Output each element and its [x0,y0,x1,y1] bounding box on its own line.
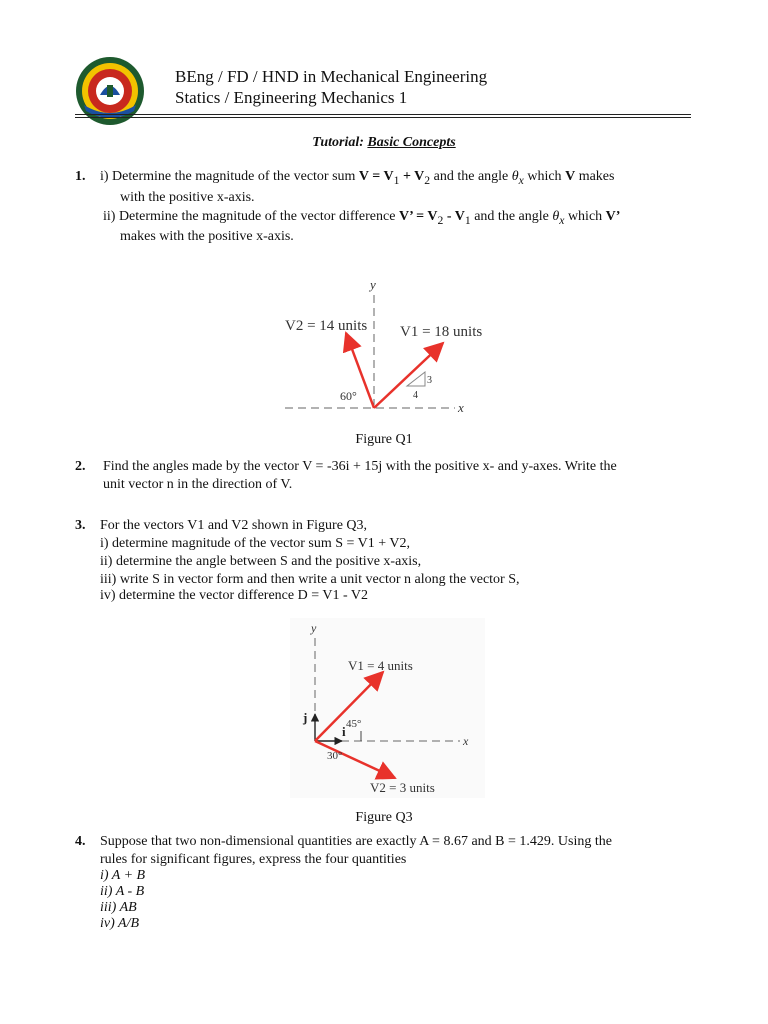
tutorial-title: Tutorial: Basic Concepts [312,135,456,150]
q1-v1-label: V1 = 18 units [400,324,483,340]
q2-number: 2. [75,459,86,474]
q3-number: 3. [75,518,86,533]
q4-line-2: rules for significant figures, express the four quantities [100,852,407,867]
q3-part-iv: iv) determine the vector difference D = V1 - V2 [100,588,368,603]
q3-y-label: y [311,621,317,635]
q3-part-iii: iii) write S in vector form and then write a unit vector n along the vector S, [100,572,520,587]
q1-number: 1. [75,169,86,184]
q1-vector-v1 [374,343,443,408]
header-rule-top [75,114,691,115]
figure-q1 [280,275,490,420]
q3-intro: For the vectors V1 and V2 shown in Figure Q3, [100,518,368,533]
q2-line-2: unit vector n in the direction of V. [103,477,293,492]
q3-angle-45: 45° [346,718,362,730]
q4-part-ii: ii) A - B [100,884,145,899]
q1-part-i: i) Determine the magnitude of the vector sum $V = V_1 + V_2$ and the angle $\theta_x$ which V makes [100,169,615,187]
module-title: Statics / Engineering Mechanics 1 [175,88,408,107]
header-rule-bottom [75,117,691,118]
q4-part-i: i) A + B [100,868,146,883]
q3-angle-30: 30° [327,750,343,762]
figure-q3 [290,618,485,798]
q1-tri-3: 3 [427,375,432,386]
q3-i-label: i [342,724,346,739]
q1-angle-label: 60° [340,389,357,403]
q1-part-ii-cont: makes with the positive x-axis. [120,229,294,244]
q3-x-label: x [463,734,469,748]
q3-v2-label: V2 = 3 units [370,780,435,795]
q1-y-label: y [370,277,376,292]
q1-x-label: x [458,400,464,415]
q3-part-ii: ii) determine the angle between S and the positive x-axis, [100,554,422,569]
q1-tri-4: 4 [413,390,418,401]
figure-q1-caption: Figure Q1 [355,432,413,447]
q4-part-iii: iii) AB [100,900,137,915]
q1-part-ii: ii) Determine the magnitude of the vector difference V’ = $V_2 - V_1$ and the angle $\theta_x$ which V’ [103,209,621,227]
q4-part-iv: iv) A/B [100,916,140,931]
q4-number: 4. [75,834,86,849]
q3-vector-v1 [315,672,383,741]
q3-part-i: i) determine magnitude of the vector sum S = V1 + V2, [100,536,410,551]
course-title: BEng / FD / HND in Mechanical Engineering [175,67,488,86]
q2-line-1: Find the angles made by the vector V = -36i + 15j with the positive x- and y-axes. Write the [103,459,617,474]
q3-j-label: j [303,710,308,725]
q1-part-i-cont: with the positive x-axis. [120,190,255,205]
figure-q3-caption: Figure Q3 [355,810,413,825]
q4-line-1: Suppose that two non-dimensional quantities are exactly A = 8.67 and B = 1.429. Using the [100,834,612,849]
q1-v2-label: V2 = 14 units [285,318,368,334]
q3-v1-label: V1 = 4 units [348,658,413,673]
